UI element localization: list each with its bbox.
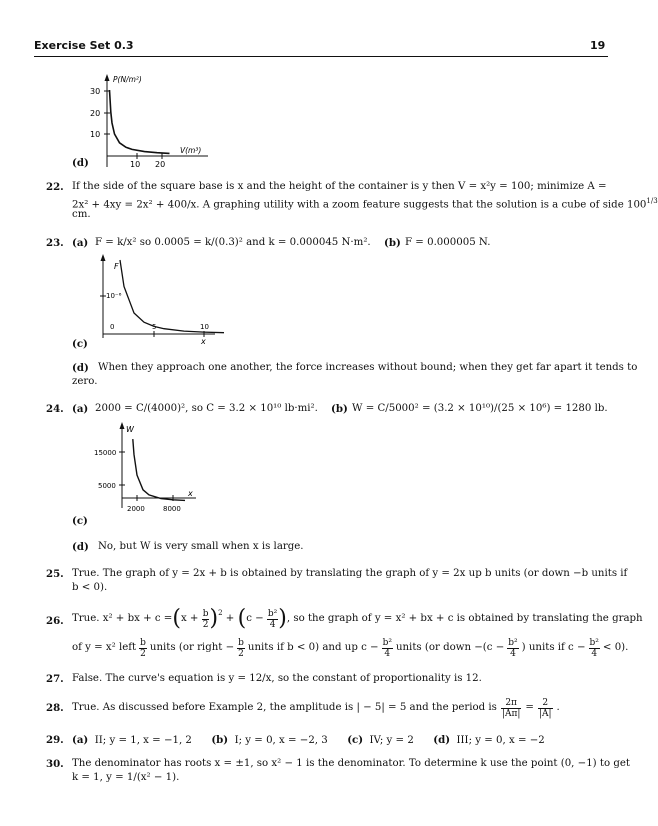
- problem-22-exponent: 1/3: [646, 197, 658, 205]
- problem-30-line2: k = 1, y = 1/(x² − 1).: [72, 772, 180, 783]
- graph-23c-label: (c): [72, 338, 88, 350]
- graph-24c-label: (c): [72, 515, 88, 527]
- problem-25-number: 25.: [46, 568, 64, 580]
- graph-24c-ylabel: W: [126, 425, 134, 434]
- graph-d-curve: [110, 90, 170, 153]
- graph-d-y-arrow: [105, 74, 110, 81]
- problem-29-number: 29.: [46, 734, 64, 746]
- problem-25-line1: True. The graph of y = 2x + b is obtained by translating the graph of y = 2x up b units (or down −b units if: [72, 568, 628, 579]
- graph-23c-ytick-label: 10⁻⁶: [106, 292, 122, 300]
- problem-25-line2: b < 0).: [72, 582, 108, 593]
- problem-23-b-label: (b): [384, 237, 401, 249]
- graph-24c-xtick-label-2000: 2000: [127, 505, 145, 513]
- problem-22-number: 22.: [46, 181, 64, 193]
- problem-26-line2: of y = x² left b 2 units (or right − $\frac{b}{2}$ units if b < 0) and up c − $\frac{\text{b²}}{4}$ units (or down −(c − $\frac{\text{b²}}{4}$ ) units if c − $\frac{\text{b²}}{4}$ < 0).: [72, 637, 629, 659]
- graph-23c-curve: [120, 260, 224, 333]
- graph-d-xtick-label-10: 10: [130, 160, 141, 169]
- problem-24-number: 24.: [46, 403, 64, 415]
- graph-d-xlabel: V(m³): [180, 146, 202, 155]
- graph-d-xtick-label-20: 20: [155, 160, 166, 169]
- problem-28-number: 28.: [46, 702, 64, 714]
- problem-30-line1: The denominator has roots x = ±1, so x² − 1 is the denominator. To determine k use the point (0, −1) to get: [72, 758, 631, 769]
- problem-26-number: 26.: [46, 615, 64, 627]
- problem-27-number: 27.: [46, 673, 64, 685]
- graph-24c-ytick-label-15000: 15000: [94, 449, 117, 457]
- problem-23-d-line1: When they approach one another, the force increases without bound; when they get far apart it tends to: [98, 362, 638, 373]
- graph-24c-curve: [133, 439, 185, 500]
- graph-24c-y-arrow: [120, 422, 125, 429]
- problem-24-d-label: (d): [72, 541, 89, 553]
- graph-24c-xlabel: x: [188, 489, 193, 498]
- problem-23-number: 23.: [46, 237, 64, 249]
- frac-period-simplified: $\frac{2}{|A|}$: [538, 697, 552, 719]
- problem-24-d-text: No, but W is very small when x is large.: [98, 541, 304, 552]
- graph-d-chart: [80, 72, 220, 172]
- running-header-title: Exercise Set 0.3: [34, 39, 134, 52]
- page-number: 19: [590, 39, 606, 52]
- problem-24-a-label: (a): [72, 403, 89, 415]
- problem-23-b-text: F = 0.000005 N.: [405, 237, 491, 248]
- graph-24c-xtick-label-8000: 8000: [163, 505, 181, 513]
- problem-22-line1: If the side of the square base is x and the height of the container is y then V = x²y = 100; minimize A =: [72, 181, 607, 192]
- problem-23-a-text: F = k/x² so 0.0005 = k/(0.3)² and k = 0.000045 N·m².: [95, 237, 371, 248]
- problem-22-line3: cm.: [72, 209, 91, 220]
- problem-26-line1: True. x² + bx + c = ( x + $\frac{b}{2}$ ) $^2$ + ( c − $\frac{\text{b²}}{4}$ ) , so the graph of y = x² + bx + c is obtained by translating the graph: [72, 605, 643, 631]
- frac-period: $\frac{2\pi}{|A\pi|}$: [501, 697, 521, 719]
- problem-23-d-label: (d): [72, 362, 89, 374]
- problem-24-b-label: (b): [331, 403, 348, 415]
- problem-30-number: 30.: [46, 758, 64, 770]
- frac-b-over-2: $\frac{b}{2}$: [202, 608, 209, 630]
- graph-23c-xlabel: x: [201, 337, 206, 346]
- graph-23c-xtick-label-0: 0: [110, 323, 115, 331]
- graph-d-ytick-label-20: 20: [90, 109, 101, 118]
- problem-24-b-text: W = C/5000² = (3.2 × 10¹⁰)/(25 × 10⁶) = 1280 lb.: [352, 403, 608, 414]
- problem-23-a-label: (a): [72, 237, 89, 249]
- problem-23-d-line2: zero.: [72, 376, 98, 387]
- graph-24c-ytick-label-5000: 5000: [98, 482, 116, 490]
- problem-27-text: False. The curve's equation is y = 12/x, so the constant of proportionality is 12.: [72, 673, 482, 684]
- graph-d-label: (d): [72, 157, 89, 169]
- graph-23c-ylabel: F: [114, 262, 119, 271]
- graph-23c-y-arrow: [101, 254, 106, 261]
- header-rule: [34, 56, 608, 57]
- graph-23c-xtick-label-5: 5: [152, 323, 157, 331]
- graph-d-ytick-label-10: 10: [90, 130, 101, 139]
- graph-d-ylabel: P(N/m²): [113, 75, 142, 84]
- problem-24-a-text: 2000 = C/(4000)², so C = 3.2 × 10¹⁰ lb·mi².: [95, 403, 318, 414]
- problem-22-line2: 2x² + 4xy = 2x² + 400/x. A graphing utility with a zoom feature suggests that the solution is a cube of side $100^{1/3}$: [72, 197, 658, 211]
- graph-23c-chart: [90, 252, 230, 348]
- frac-b2-over-4: $\frac{\text{b²}}{4}$: [267, 608, 278, 630]
- problem-28-text: True. As discussed before Example 2, the amplitude is | − 5| = 5 and the period is $\frac{2\pi}{|A\pi|}$ = $\frac{2}{|A|}$ .: [72, 697, 560, 719]
- graph-d-ytick-label-30: 30: [90, 87, 101, 96]
- graph-23c-xtick-label-10: 10: [200, 323, 209, 331]
- graph-24c-chart: [86, 420, 210, 518]
- problem-29-answers: (a) II; y = 1, x = −1, 2 (b) I; y = 0, x = −2, 3 (c) IV; y = 2 (d) III; y = 0, x = −2: [72, 734, 545, 746]
